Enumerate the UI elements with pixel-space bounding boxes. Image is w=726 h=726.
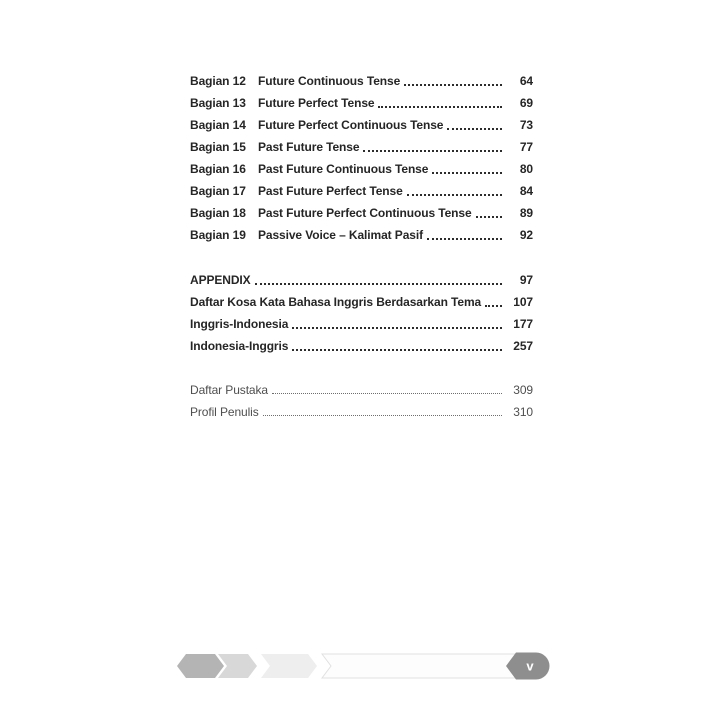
- page-footer-bar: [177, 651, 551, 681]
- chapter-label: Bagian 14: [190, 118, 246, 132]
- toc-entry: [190, 202, 533, 224]
- toc-entry: [190, 379, 533, 401]
- page-number: 69: [519, 96, 533, 110]
- dot-leader: [427, 238, 502, 240]
- dot-leader: [485, 305, 502, 307]
- page-number: 80: [519, 162, 533, 176]
- chapter-title: Past Future Perfect Continuous Tense: [258, 206, 472, 220]
- chapter-label: Bagian 15: [190, 140, 246, 154]
- toc-entry: [190, 291, 533, 313]
- dot-leader: [378, 106, 502, 108]
- chapter-title: Passive Voice – Kalimat Pasif: [258, 228, 423, 242]
- chapter-label: Bagian 16: [190, 162, 246, 176]
- chapter-label: Bagian 13: [190, 96, 246, 110]
- table-of-contents: [190, 70, 533, 423]
- toc-section-extras: [190, 379, 533, 423]
- dot-leader: [263, 415, 502, 416]
- footer-chevron-3-icon: [261, 654, 317, 678]
- toc-entry: [190, 313, 533, 335]
- page-number: 84: [519, 184, 533, 198]
- chapter-title: Future Continuous Tense: [258, 74, 401, 88]
- toc-entry: [190, 114, 533, 136]
- dot-leader: [255, 283, 502, 285]
- chapter-title: Past Future Perfect Tense: [258, 184, 403, 198]
- page-number: 257: [513, 339, 533, 353]
- page-number: 77: [519, 140, 533, 154]
- chapter-title: Daftar Kosa Kata Bahasa Inggris Berdasarkan Tema: [190, 295, 482, 309]
- chapter-label: Bagian 19: [190, 228, 246, 242]
- toc-entry: [190, 269, 533, 291]
- chapter-title: Daftar Pustaka: [190, 383, 268, 397]
- dot-leader: [407, 194, 502, 196]
- toc-entry: [190, 158, 533, 180]
- toc-entry: [190, 335, 533, 357]
- page-number: 177: [513, 317, 533, 331]
- page-number: 64: [519, 74, 533, 88]
- page-number: 107: [513, 295, 533, 309]
- footer-page-number-label: v: [526, 658, 534, 674]
- dot-leader: [272, 393, 502, 394]
- toc-entry: [190, 180, 533, 202]
- dot-leader: [432, 172, 502, 174]
- page-number: 310: [513, 405, 533, 419]
- footer-chevron-1-icon: [177, 654, 224, 678]
- chapter-title: APPENDIX: [190, 273, 251, 287]
- page-number: 89: [519, 206, 533, 220]
- dot-leader: [476, 216, 502, 218]
- toc-entry: [190, 224, 533, 246]
- dot-leader: [363, 150, 502, 152]
- toc-entry: [190, 401, 533, 423]
- toc-section-appendix: [190, 269, 533, 357]
- chapter-title: Indonesia-Inggris: [190, 339, 289, 353]
- toc-entry: [190, 70, 533, 92]
- chapter-label: Bagian 17: [190, 184, 246, 198]
- toc-entry: [190, 136, 533, 158]
- page-number: 73: [519, 118, 533, 132]
- chapter-title: Future Perfect Tense: [258, 96, 375, 110]
- toc-entry: [190, 92, 533, 114]
- chapter-title: Future Perfect Continuous Tense: [258, 118, 444, 132]
- dot-leader: [404, 84, 502, 86]
- chapter-title: Past Future Continuous Tense: [258, 162, 429, 176]
- chapter-title: Profil Penulis: [190, 405, 259, 419]
- chapter-title: Inggris-Indonesia: [190, 317, 289, 331]
- page-number: 309: [513, 383, 533, 397]
- chapter-label: Bagian 12: [190, 74, 246, 88]
- page-number: 97: [519, 273, 533, 287]
- page-number: 92: [519, 228, 533, 242]
- chapter-label: Bagian 18: [190, 206, 246, 220]
- chapter-title: Past Future Tense: [258, 140, 360, 154]
- dot-leader: [292, 349, 502, 351]
- dot-leader: [292, 327, 502, 329]
- dot-leader: [447, 128, 502, 130]
- toc-section-chapters: [190, 70, 533, 246]
